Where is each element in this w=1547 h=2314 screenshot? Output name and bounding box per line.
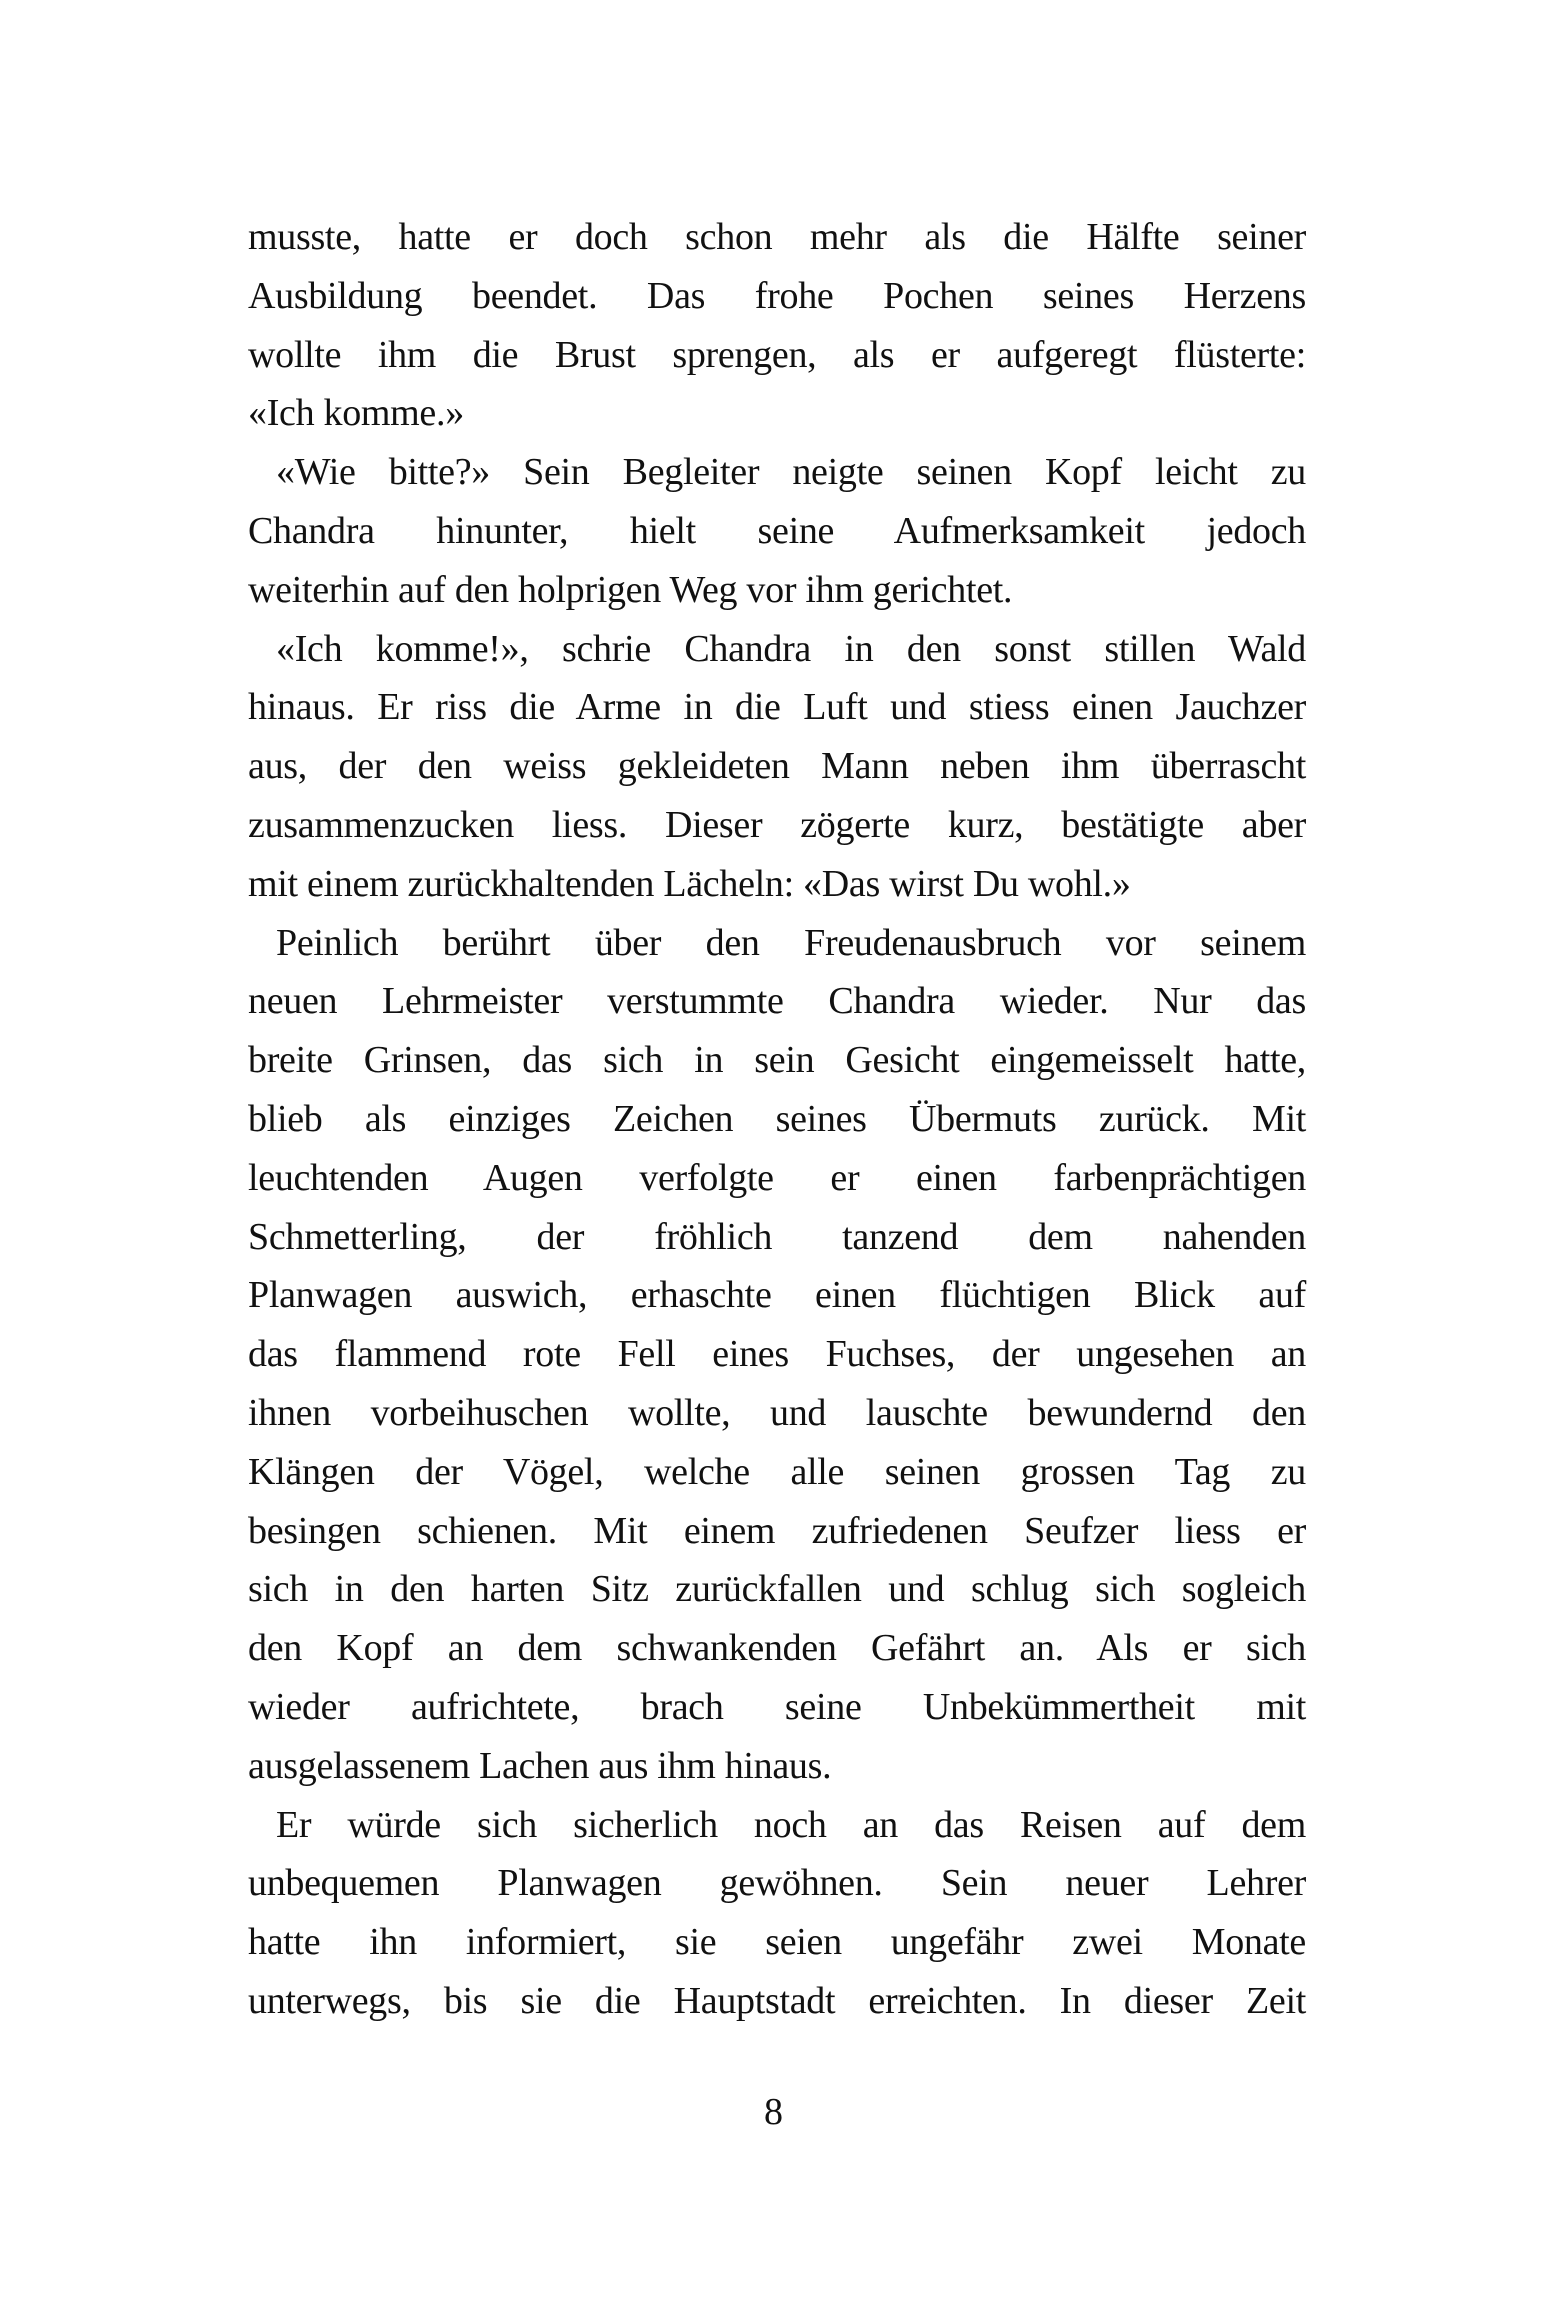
text-line: leuchtenden Augen verfolgte er einen farbenprächtigen [248, 1156, 1306, 1199]
text-line: unbequemen Planwagen gewöhnen. Sein neuer Lehrer [248, 1862, 1306, 1905]
paragraph [248, 914, 1306, 1796]
text-line: das flammend rote Fell eines Fuchses, der ungesehen an [248, 1333, 1306, 1376]
page-number: 8 [764, 2091, 783, 2133]
text-line: wollte ihm die Brust sprengen, als er aufgeregt flüsterte: [248, 333, 1306, 376]
paragraph [248, 1796, 1306, 2031]
text-line: sich in den harten Sitz zurückfallen und schlug sich sogleich [248, 1568, 1306, 1611]
text-line: aus, der den weiss gekleideten Mann neben ihm überrascht [248, 745, 1306, 788]
text-line: «Ich komme!», schrie Chandra in den sonst stillen Wald [276, 627, 1306, 670]
paragraph [248, 620, 1306, 914]
text-line: «Wie bitte?» Sein Begleiter neigte seinen Kopf leicht zu [276, 451, 1306, 494]
text-line: zusammenzucken liess. Dieser zögerte kurz, bestätigte aber [248, 803, 1306, 846]
text-line: Ausbildung beendet. Das frohe Pochen seines Herzens [248, 274, 1306, 317]
text-line: neuen Lehrmeister verstummte Chandra wieder. Nur das [248, 980, 1306, 1023]
text-line: Klängen der Vögel, welche alle seinen grossen Tag zu [248, 1450, 1306, 1493]
text-line: den Kopf an dem schwankenden Gefährt an. Als er sich [248, 1627, 1306, 1670]
text-line: blieb als einziges Zeichen seines Übermuts zurück. Mit [248, 1097, 1306, 1140]
text-line: hinaus. Er riss die Arme in die Luft und stiess einen Jauchzer [248, 686, 1306, 729]
paragraph [248, 443, 1306, 619]
text-line: besingen schienen. Mit einem zufriedenen Seufzer liess er [248, 1509, 1306, 1552]
text-line: unterwegs, bis sie die Hauptstadt erreichten. In dieser Zeit [248, 1979, 1306, 2022]
text-line: «Ich komme.» [248, 392, 464, 435]
text-line: wieder aufrichtete, brach seine Unbekümmertheit mit [248, 1685, 1306, 1728]
text-line: breite Grinsen, das sich in sein Gesicht eingemeisselt hatte, [248, 1039, 1306, 1082]
text-line: ausgelassenem Lachen aus ihm hinaus. [248, 1744, 832, 1787]
text-line: Planwagen auswich, erhaschte einen flüchtigen Blick auf [248, 1274, 1306, 1317]
text-line: hatte ihn informiert, sie seien ungefähr zwei Monate [248, 1921, 1306, 1964]
text-line: ihnen vorbeihuschen wollte, und lauschte bewundernd den [248, 1391, 1306, 1434]
text-line: Peinlich berührt über den Freudenausbruch vor seinem [276, 921, 1306, 964]
text-line: Schmetterling, der fröhlich tanzend dem nahenden [248, 1215, 1306, 1258]
paragraph [248, 208, 1306, 443]
text-line: mit einem zurückhaltenden Lächeln: «Das wirst Du wohl.» [248, 862, 1131, 905]
text-line: musste, hatte er doch schon mehr als die Hälfte seiner [248, 216, 1306, 258]
text-line: weiterhin auf den holprigen Weg vor ihm gerichtet. [248, 568, 1013, 611]
text-line: Er würde sich sicherlich noch an das Reisen auf dem [276, 1803, 1306, 1846]
body-text [248, 208, 1306, 2031]
text-line: Chandra hinunter, hielt seine Aufmerksamkeit jedoch [248, 509, 1306, 552]
